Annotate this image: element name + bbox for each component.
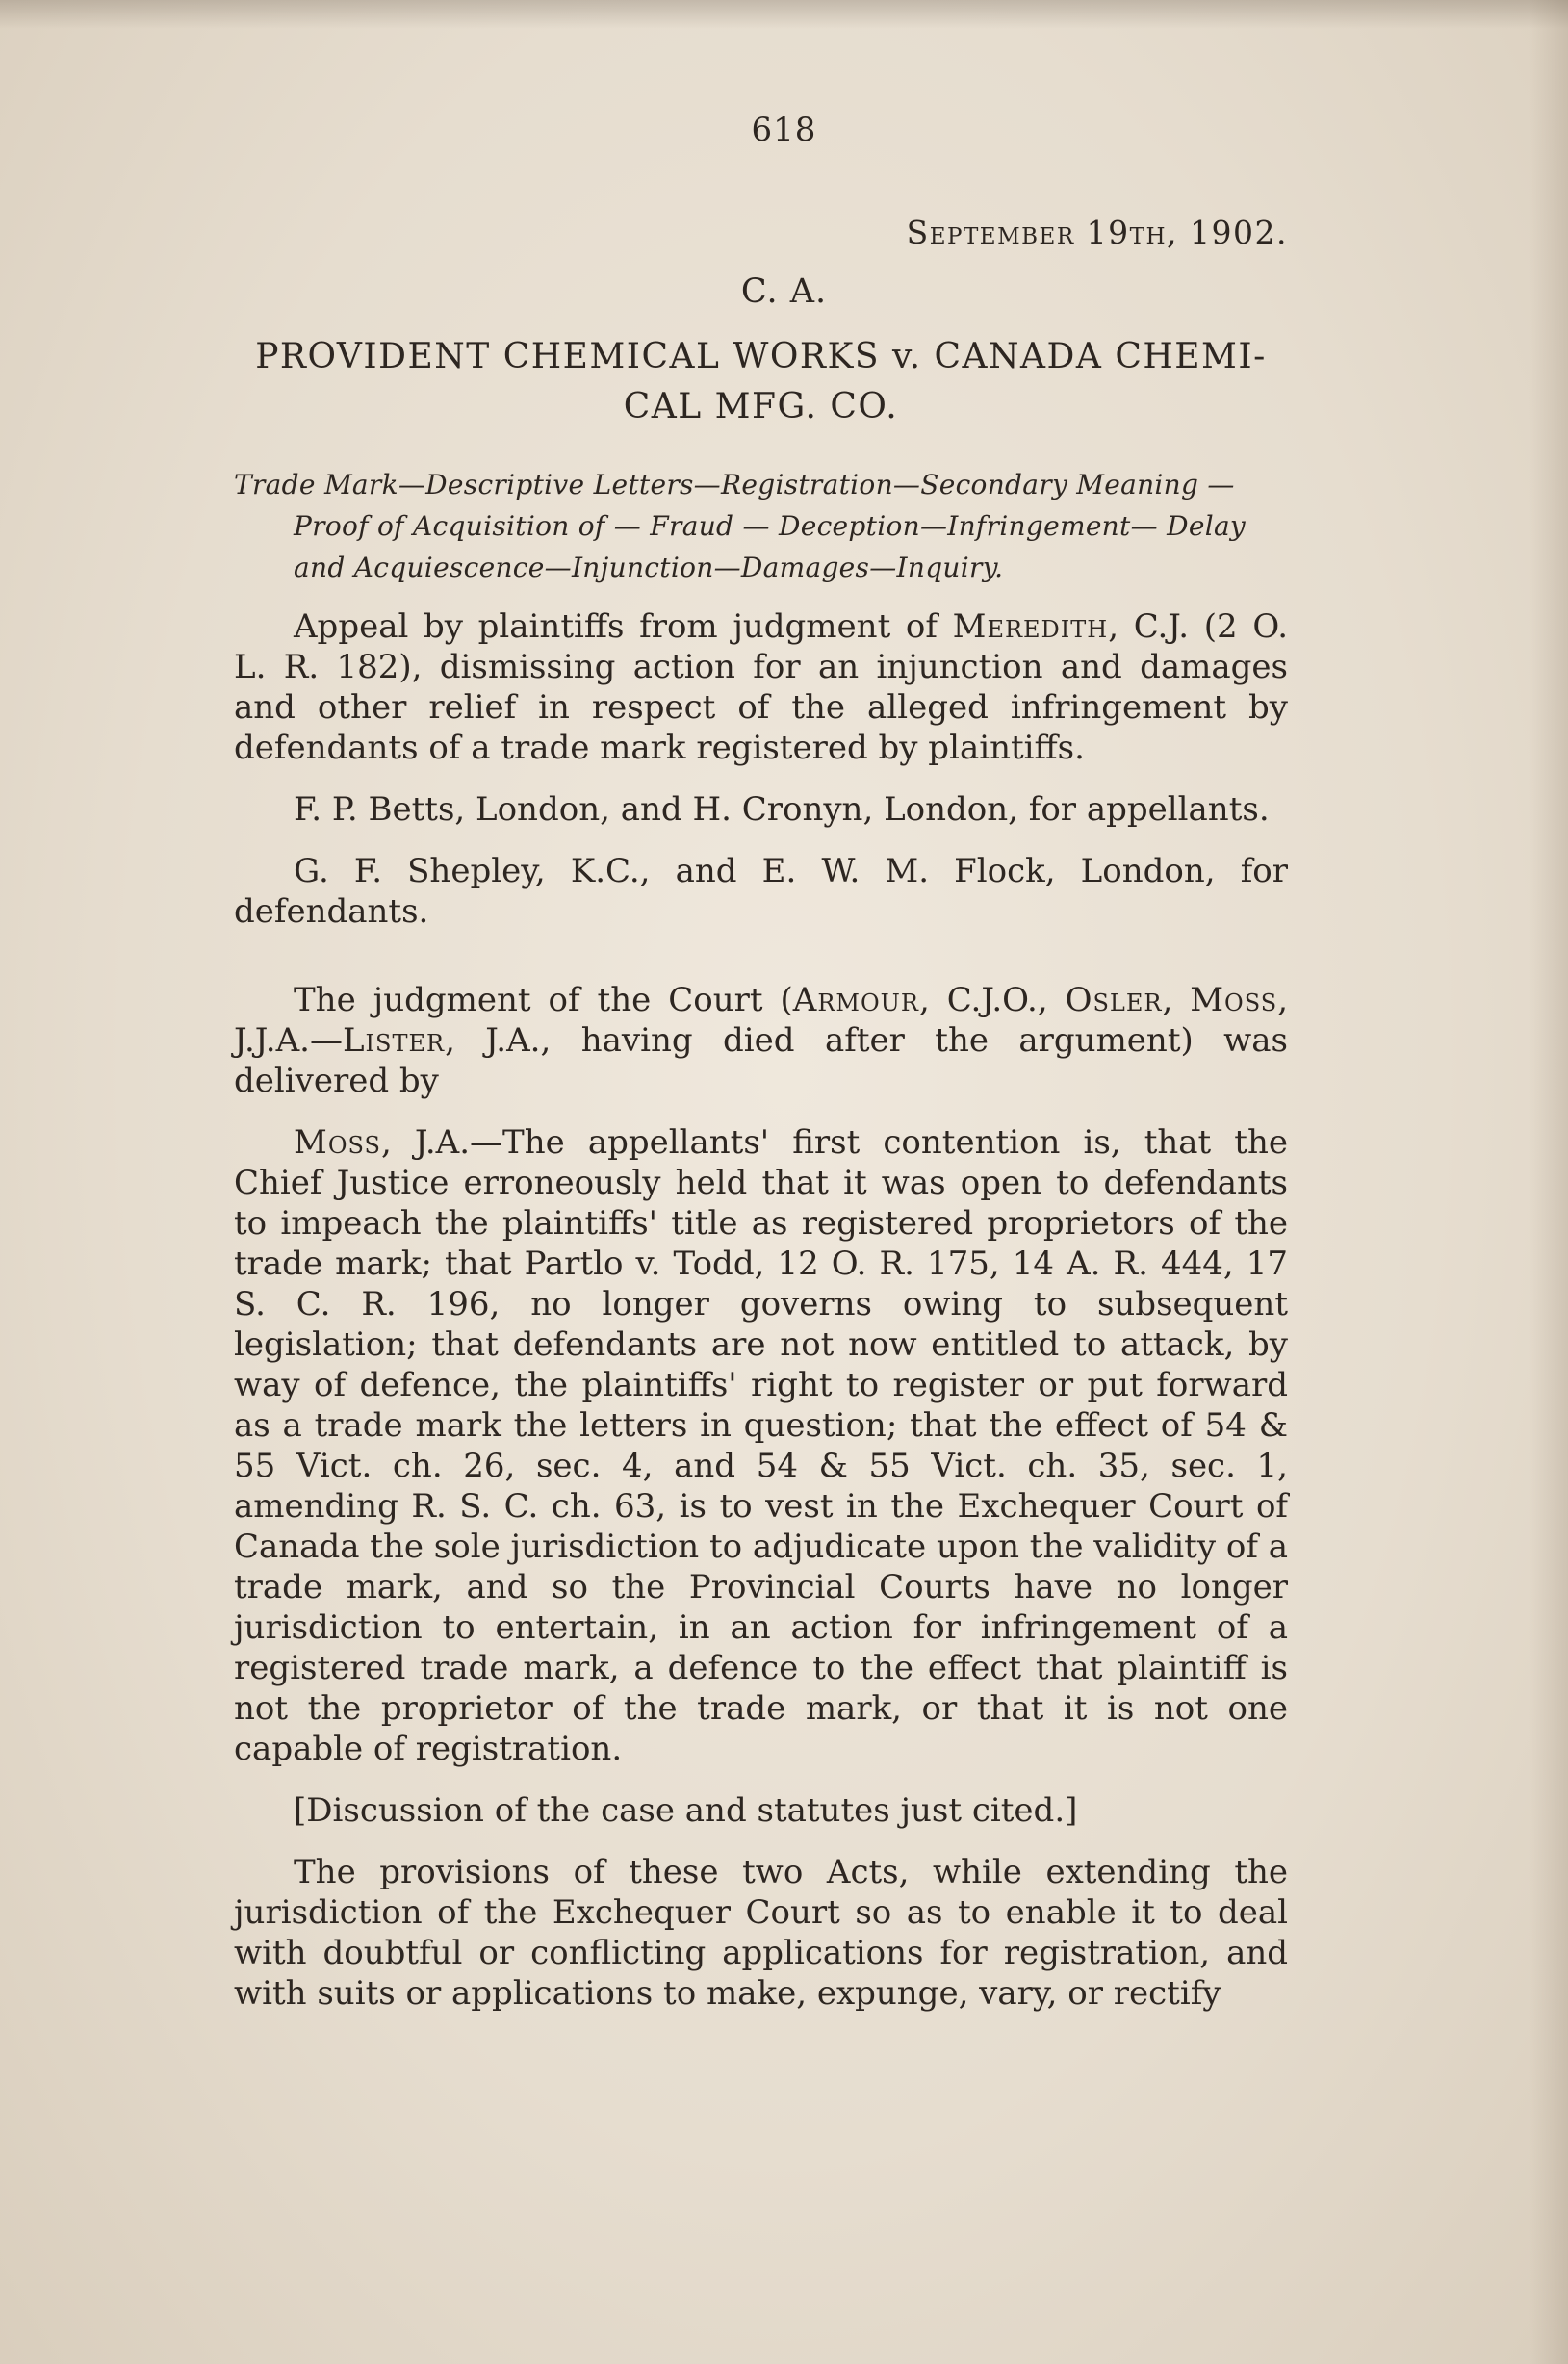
opinion-text: , J.A.—The appellants' first contention is, that the Chief Justice erroneously held that it was open to defendants to impeach the plaintiffs' title as registered proprietors of the trade mark; that Partlo v. Todd, 12 O. R. 175, 14 A. R. 444, 17 S. C. R. 196, no longer governs owing to subsequent legislation; that defendants are not now entitled to attack, by way of defence, the plaintiffs' right to register or put forward as a trade mark the letters in question; that the effect of 54 & 55 Vict. ch. 26, sec. 4, and 54 & 55 Vict. ch. 35, sec. 1, amending R. S. C. ch. 63, is to vest in the Exchequer Court of Canada the sole jurisdiction to adjudicate upon the validity of a trade mark, and so the Provincial Courts have no longer jurisdiction to entertain, in an action for infringement of a registered trade mark, a defence to the effect that plaintiff is not the proprietor of the trade mark, or that it is not one capable of registration. [234,1123,1288,1768]
final-paragraph: The provisions of these two Acts, while extending the jurisdiction of the Exchequer Court so as to enable it to deal with doubtful or conflicting applications for registration, and with suits or applications to make, expunge, vary, or rectify [234,1853,1288,2013]
page-number: 618 [751,111,817,149]
judgment-intro-text-5: , J.A., having died after the argument) was delivered by [234,1021,1288,1100]
judgment-intro-text-4: , J.J.A.— [234,981,1288,1060]
headnote [234,464,1288,588]
judge-osler: Osler [1065,981,1163,1019]
decision-date: September 19th, 1902. [906,214,1288,251]
judgment-intro-text-2: , C.J.O., [918,981,1066,1019]
appeal-paragraph [234,606,1288,768]
appeal-suffix: , C.J. (2 O. L. R. 182), dismissing action for an injunction and damages and other relief in respect of the alleged infringement by defendants of a trade mark registered by plaintiffs. [234,607,1289,767]
judge-armour: Armour [792,981,919,1019]
counsel-defendants: G. F. Shepley, K.C., and E. W. M. Flock, London, for defendants. [234,852,1288,931]
court-abbreviation: C. A. [740,272,828,311]
case-title: PROVIDENT CHEMICAL WORKS v. CANADA CHEMI-CAL MFG. CO. [255,337,1267,426]
judgment-intro-text-3: , [1162,981,1191,1019]
counsel-appellants: F. P. Betts, London, and H. Cronyn, London, for appellants. [294,790,1270,829]
body-text [234,606,1288,2035]
discussion-note: [Discussion of the case and statutes just cited.] [294,1791,1078,1830]
opinion-judge: Moss [294,1123,381,1162]
judge-lister: Lister [342,1021,446,1060]
appeal-prefix: Appeal by plaintiffs from judgment of [294,607,938,646]
opinion-paragraph [234,1122,1288,1769]
judgment-intro [234,980,1288,1101]
judge-moss: Moss [1190,981,1278,1019]
appeal-judge: Meredith [952,607,1109,646]
judgment-intro-text-1: The judgment of the Court ( [294,981,793,1019]
headnote-text: Trade Mark—Descriptive Letters—Registration—Secondary Meaning —Proof of Acquisition of — Fraud — Deception—Infringement— Delay and Acquiescence—Injunction—Damages—Inquiry. [234,469,1247,583]
